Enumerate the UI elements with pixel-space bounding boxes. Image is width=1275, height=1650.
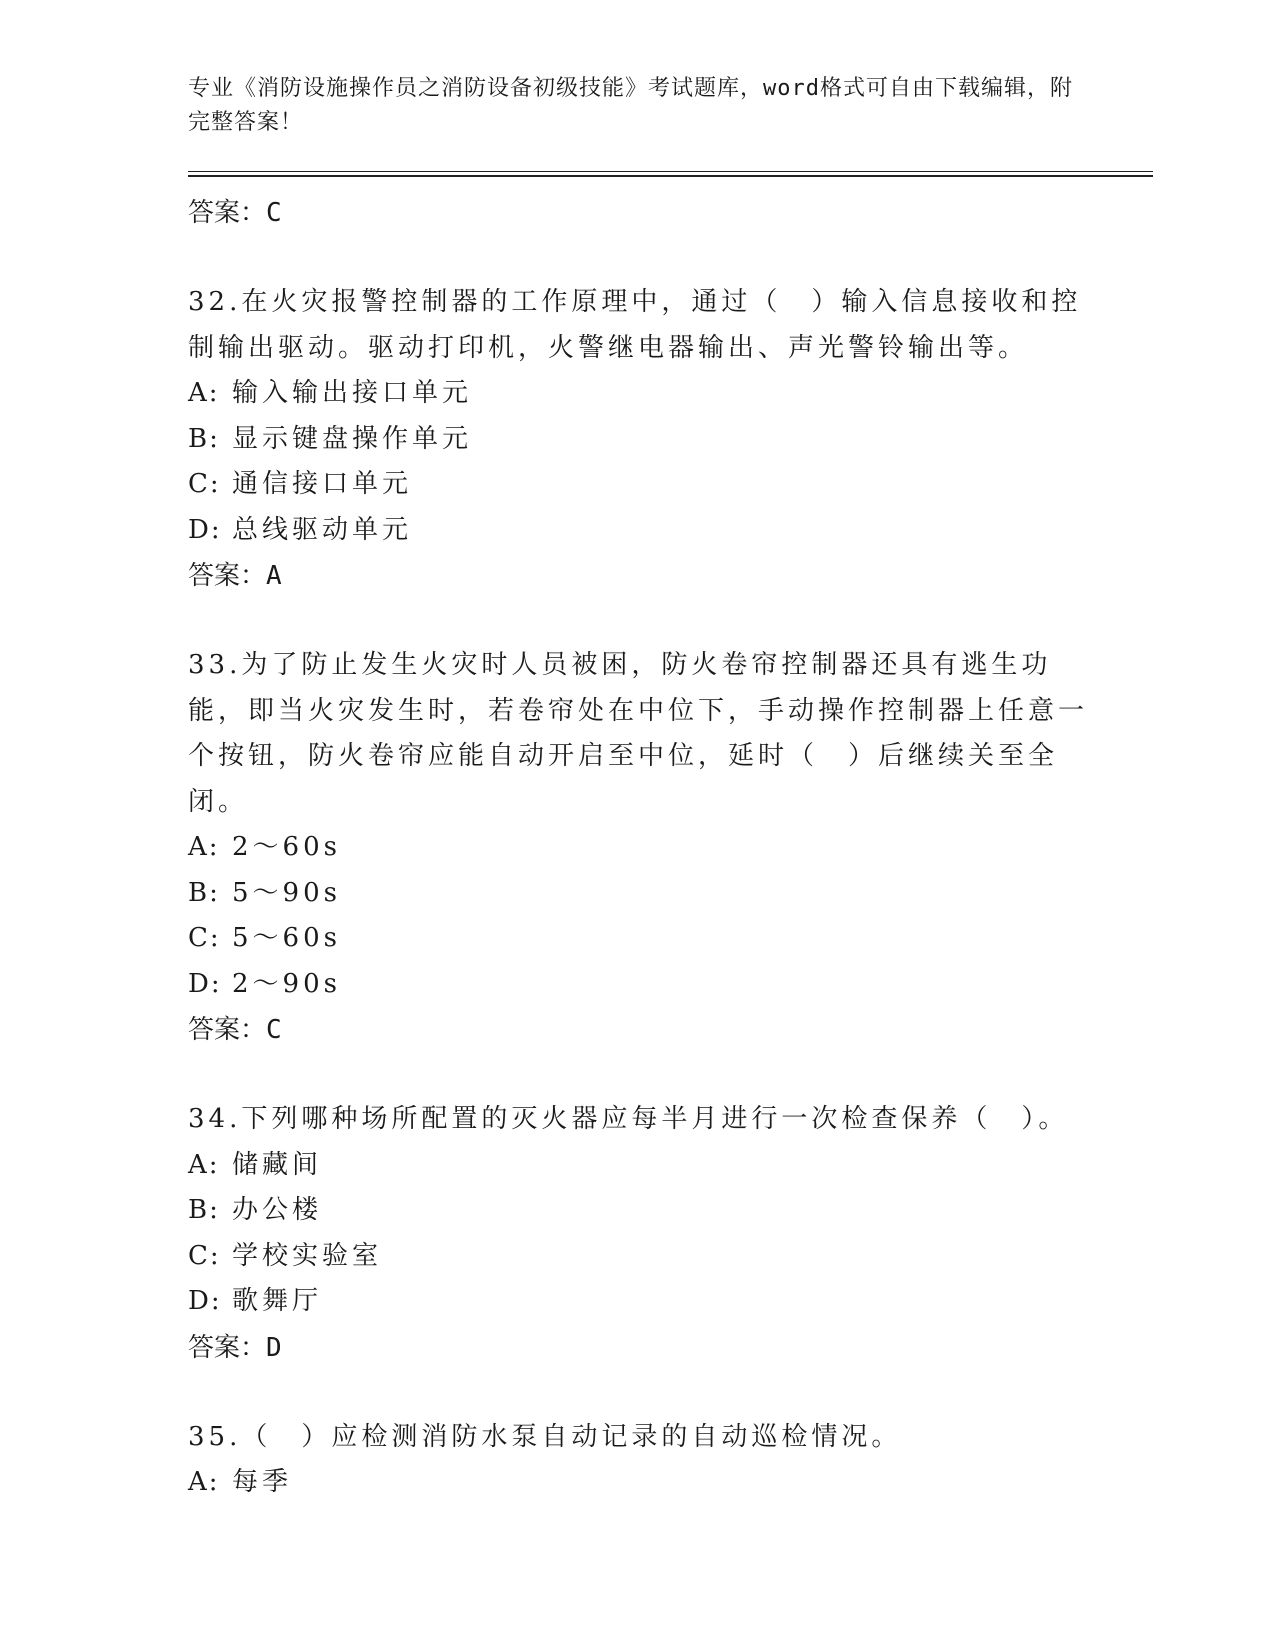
answer-line: 答案：A (188, 561, 282, 591)
option-letter: D: (188, 1286, 222, 1316)
option-a (188, 371, 1088, 417)
option-letter: C: (188, 1240, 221, 1271)
option-a (188, 825, 1088, 871)
option-text: 5～90s (232, 877, 341, 908)
option-letter: C: (188, 469, 221, 499)
question-stem: 34.下列哪种场所配置的灭火器应每半月进行一次检查保养（ ）。 (188, 1104, 1069, 1134)
question-block (188, 1097, 1088, 1371)
header-rule-thin (188, 171, 1153, 172)
option-letter: D: (188, 514, 222, 545)
option-text: 显示键盘操作单元 (232, 423, 473, 454)
option-text: 储藏间 (232, 1149, 323, 1180)
option-c (188, 462, 1088, 508)
option-text: 学校实验室 (232, 1240, 383, 1271)
page-header-text: 专业《消防设施操作员之消防设备初级技能》考试题库，word格式可自由下载编辑，附完整答案！ (188, 76, 1073, 135)
question-stem: 32.在火灾报警控制器的工作原理中，通过（ ）输入信息接收和控制输出驱动。驱动打印机，火警继电器输出、声光警铃输出等。 (188, 287, 1082, 363)
option-b (188, 417, 1088, 463)
option-text: 输入输出接口单元 (232, 378, 473, 408)
question-stem: 33.为了防止发生火灾时人员被困，防火卷帘控制器还具有逃生功能，即当火灾发生时，若卷帘处在中位下，手动操作控制器上任意一个按钮，防火卷帘应能自动开启至中位，延时（ ）后继续关至全闭。 (188, 650, 1089, 817)
option-text: 2～90s (232, 968, 341, 999)
option-text: 每季 (232, 1467, 293, 1497)
option-text: 办公楼 (232, 1195, 323, 1225)
option-text: 通信接口单元 (232, 469, 413, 499)
question-list (188, 190, 1088, 1506)
answer-line: 答案：C (188, 1015, 282, 1045)
option-text: 5～60s (232, 923, 341, 953)
option-b (188, 1188, 1088, 1234)
question-block (188, 643, 1088, 1053)
option-letter: D: (188, 968, 222, 999)
question-block (188, 280, 1088, 599)
option-letter: A: (188, 832, 220, 862)
option-letter: A: (188, 1467, 220, 1497)
option-d (188, 962, 1088, 1008)
option-letter: B: (188, 877, 220, 908)
answer-line: 答案：D (188, 1332, 282, 1363)
option-text: 歌舞厅 (232, 1286, 323, 1316)
option-d (188, 508, 1088, 554)
option-c (188, 1234, 1088, 1280)
option-c (188, 916, 1088, 962)
option-letter: C: (188, 923, 221, 953)
option-a (188, 1460, 1088, 1506)
option-text: 总线驱动单元 (232, 514, 413, 545)
option-text: 2～60s (232, 832, 341, 862)
answer-line: 答案：C (188, 198, 282, 228)
question-stem: 35.（ ）应检测消防水泵自动记录的自动巡检情况。 (188, 1421, 902, 1452)
option-d (188, 1279, 1088, 1325)
option-letter: B: (188, 1195, 220, 1225)
option-b (188, 871, 1088, 917)
header-rule-thick (188, 175, 1153, 177)
option-a (188, 1143, 1088, 1189)
option-letter: A: (188, 378, 220, 408)
option-letter: B: (188, 423, 220, 454)
question-block (188, 1415, 1088, 1506)
option-letter: A: (188, 1149, 220, 1180)
